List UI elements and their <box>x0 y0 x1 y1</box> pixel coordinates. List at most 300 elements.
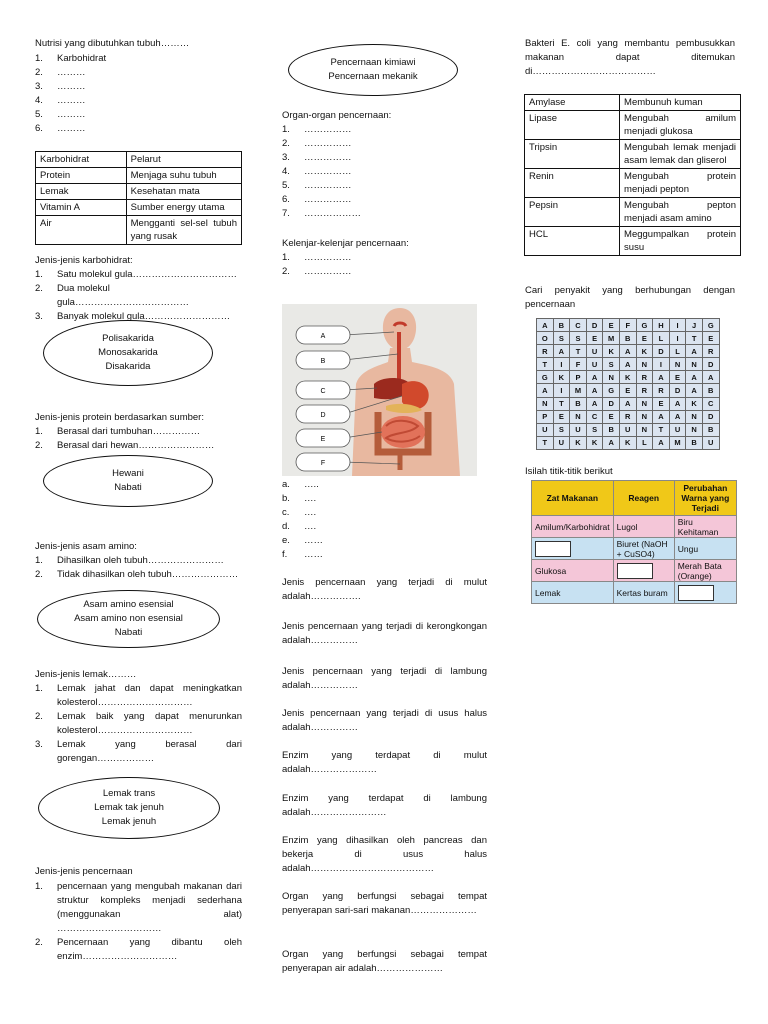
grid-cell: C <box>570 319 587 332</box>
grid-cell: A <box>619 345 636 358</box>
grid-cell: C <box>702 397 719 410</box>
grid-cell: K <box>586 436 603 449</box>
grid-cell: E <box>586 332 603 345</box>
lemak-title: Jenis-jenis lemak……… <box>35 669 137 680</box>
table-header-cell: Perubahan Warna yang Terjadi <box>674 481 736 516</box>
table-row <box>36 200 242 216</box>
oval-option: Hewani <box>112 468 144 479</box>
table-cell: Mengubah protein menjadi pepton <box>620 169 741 198</box>
grid-cell: K <box>686 397 703 410</box>
answer-box[interactable] <box>617 563 653 579</box>
grid-cell: T <box>686 332 703 345</box>
grid-cell: A <box>653 436 670 449</box>
grid-row <box>537 319 720 332</box>
amino-title: Jenis-jenis asam amino: <box>35 541 137 552</box>
table-cell: Vitamin A <box>36 200 127 216</box>
grid-cell: N <box>636 410 653 423</box>
kelenjar-list <box>282 251 487 279</box>
list-item <box>282 506 487 520</box>
grid-cell: R <box>636 384 653 397</box>
list-item <box>282 520 487 534</box>
grid-row <box>537 397 720 410</box>
table-cell: HCL <box>525 227 620 256</box>
grid-cell: A <box>586 384 603 397</box>
list-item <box>35 738 242 766</box>
grid-cell: S <box>570 332 587 345</box>
list-item <box>35 710 242 738</box>
karbohidrat-oval <box>43 320 213 386</box>
grid-cell: F <box>619 319 636 332</box>
list-item <box>35 682 242 710</box>
grid-cell: A <box>619 397 636 410</box>
grid-row <box>537 371 720 384</box>
grid-cell: A <box>653 371 670 384</box>
list-number: 4. <box>35 95 43 106</box>
bakteri-text-body: Bakteri E. coli yang membantu pembusukkan makanan dapat ditemukan di………………………………… <box>525 38 735 77</box>
grid-cell: N <box>537 397 554 410</box>
list-item <box>282 251 487 265</box>
table-cell: Ungu <box>674 538 736 560</box>
table-row <box>525 140 741 169</box>
question <box>282 890 487 918</box>
grid-cell: C <box>586 410 603 423</box>
list-text: …. <box>304 507 317 518</box>
list-number: 2. <box>35 440 43 451</box>
list-text: …………… <box>304 180 352 191</box>
list-number: 6. <box>35 123 43 134</box>
question-text: Organ yang berfungsi sebagai tempat penyerapan sari-sari makanan………………… <box>282 891 487 916</box>
list-item <box>35 80 242 94</box>
list-text: …………… <box>304 138 352 149</box>
list-item <box>282 492 487 506</box>
list-item <box>35 936 242 964</box>
question <box>282 576 487 604</box>
grid-cell: A <box>686 345 703 358</box>
grid-cell: M <box>669 436 686 449</box>
grid-cell: E <box>603 410 620 423</box>
list-text: …………… <box>304 124 352 135</box>
list-text: Dihasilkan oleh tubuh…………………… <box>57 555 224 566</box>
list-text: ……… <box>57 95 86 106</box>
list-item <box>35 94 242 108</box>
list-text: Satu molekul gula…………………………… <box>57 269 238 280</box>
grid-cell: I <box>553 384 570 397</box>
grid-cell: T <box>537 436 554 449</box>
table-cell: Biuret (NaOH + CuSO4) <box>613 538 674 560</box>
grid-cell: I <box>669 319 686 332</box>
list-item <box>35 66 242 80</box>
list-number: 3. <box>35 81 43 92</box>
grid-cell: S <box>553 423 570 436</box>
table-cell: Amylase <box>525 95 620 111</box>
grid-cell: T <box>537 358 554 371</box>
oval-option: Nabati <box>114 627 143 638</box>
digestive-figure <box>282 304 487 476</box>
list-text: …………… <box>304 266 352 277</box>
grid-cell: A <box>686 371 703 384</box>
list-text: Berasal dari hewan…………………… <box>57 440 215 451</box>
list-text: ……… <box>57 109 86 120</box>
list-text: ……………… <box>304 208 361 219</box>
grid-cell: L <box>636 436 653 449</box>
table-row <box>525 95 741 111</box>
list-number: 2. <box>35 67 43 78</box>
list-item <box>35 554 242 568</box>
list-number: 1. <box>35 53 43 64</box>
list-item <box>282 123 487 137</box>
question <box>282 707 487 735</box>
grid-cell: E <box>653 397 670 410</box>
answer-box[interactable] <box>535 541 571 557</box>
figure-label-text: C <box>320 388 326 395</box>
grid-cell: B <box>702 384 719 397</box>
grid-cell: E <box>669 371 686 384</box>
table-header-row <box>532 481 737 516</box>
grid-cell: K <box>553 371 570 384</box>
answer-box[interactable] <box>678 585 714 601</box>
table-cell: Amilum/Karbohidrat <box>532 516 614 538</box>
grid-cell: D <box>586 319 603 332</box>
grid-cell: N <box>686 358 703 371</box>
list-item <box>35 108 242 122</box>
list-number: 1. <box>35 555 43 566</box>
list-number: d. <box>282 521 290 532</box>
table-row <box>532 538 737 560</box>
list-text: …. <box>304 521 317 532</box>
grid-cell: S <box>586 423 603 436</box>
grid-cell: A <box>537 384 554 397</box>
grid-cell: E <box>553 410 570 423</box>
table-cell: Lemak <box>36 184 127 200</box>
grid-cell: A <box>537 319 554 332</box>
grid-cell: A <box>702 371 719 384</box>
grid-cell: R <box>653 384 670 397</box>
table-cell: Biru Kehitaman <box>674 516 736 538</box>
organ-list <box>282 123 487 221</box>
list-text: Tidak dihasilkan oleh tubuh………………… <box>57 569 239 580</box>
question <box>282 792 487 820</box>
list-item <box>35 439 242 453</box>
nutrisi-match-table <box>35 151 242 245</box>
figure-label-text: F <box>320 460 326 467</box>
table-cell: Protein <box>36 168 127 184</box>
grid-cell: S <box>553 332 570 345</box>
grid-cell: R <box>619 410 636 423</box>
question <box>282 665 487 693</box>
grid-cell: A <box>686 384 703 397</box>
grid-cell: M <box>570 384 587 397</box>
grid-row <box>537 358 720 371</box>
table-cell: Mengganti sel-sel tubuh yang rusak <box>126 216 241 245</box>
grid-cell: E <box>603 319 620 332</box>
table-cell: Mengubah lemak menjadi asam lemak dan gliserol <box>620 140 741 169</box>
question-text: Enzim yang terdapat di mulut adalah………………… <box>282 750 487 775</box>
table-cell: Lugol <box>613 516 674 538</box>
oval-option: Asam amino non esensial <box>74 613 183 624</box>
grid-cell: K <box>636 345 653 358</box>
grid-cell: E <box>636 332 653 345</box>
list-item <box>282 207 487 221</box>
list-number: e. <box>282 535 290 546</box>
list-text: Dua molekul gula……………………………… <box>57 283 189 308</box>
grid-cell: U <box>537 423 554 436</box>
table-row <box>36 184 242 200</box>
grid-cell: K <box>619 371 636 384</box>
word-search-grid <box>536 318 720 450</box>
grid-cell: G <box>603 384 620 397</box>
grid-cell: G <box>636 319 653 332</box>
list-number: 2. <box>282 266 290 277</box>
list-text: Pencernaan yang dibantu oleh enzim………………………… <box>57 937 242 962</box>
grid-cell: A <box>553 345 570 358</box>
list-item <box>282 534 487 548</box>
grid-cell: U <box>553 436 570 449</box>
organ-title: Organ-organ pencernaan: <box>282 110 392 121</box>
grid-row <box>537 332 720 345</box>
list-number: 1. <box>35 881 43 892</box>
grid-cell: R <box>537 345 554 358</box>
table-row <box>36 168 242 184</box>
list-number: a. <box>282 479 290 490</box>
grid-cell: R <box>702 345 719 358</box>
protein-oval <box>43 455 213 507</box>
list-number: 6. <box>282 194 290 205</box>
question-text: Enzim yang terdapat di lambung adalah…………………… <box>282 793 487 818</box>
list-item <box>35 268 242 282</box>
pencernaan-title: Jenis-jenis pencernaan <box>35 866 133 877</box>
grid-cell: N <box>636 423 653 436</box>
grid-cell: T <box>653 423 670 436</box>
table-cell: Mengubah amilum menjadi glukosa <box>620 111 741 140</box>
grid-cell: B <box>553 319 570 332</box>
grid-cell: U <box>570 423 587 436</box>
protein-title: Jenis-jenis protein berdasarkan sumber: <box>35 412 204 423</box>
grid-cell: U <box>702 436 719 449</box>
grid-cell: L <box>669 345 686 358</box>
grid-cell: B <box>570 397 587 410</box>
list-item <box>282 179 487 193</box>
grid-cell: K <box>570 436 587 449</box>
grid-row <box>537 436 720 449</box>
list-item <box>35 52 242 66</box>
grid-cell: N <box>636 358 653 371</box>
grid-cell: R <box>636 371 653 384</box>
list-item <box>282 151 487 165</box>
grid-cell: K <box>619 436 636 449</box>
amino-oval <box>37 590 220 648</box>
enzyme-match-table <box>524 94 741 256</box>
table-cell: Pelarut <box>126 152 241 168</box>
grid-cell: D <box>702 410 719 423</box>
grid-cell: A <box>669 397 686 410</box>
table-row <box>525 198 741 227</box>
grid-cell: U <box>669 423 686 436</box>
table-cell: Renin <box>525 169 620 198</box>
table-cell <box>532 538 614 560</box>
question <box>282 620 487 648</box>
grid-cell: G <box>537 371 554 384</box>
question <box>282 948 487 976</box>
list-item <box>35 568 242 582</box>
oval-option: Lemak jenuh <box>101 816 157 827</box>
grid-cell: A <box>653 410 670 423</box>
table-header-cell: Zat Makanan <box>532 481 614 516</box>
grid-cell: S <box>603 358 620 371</box>
list-item <box>282 193 487 207</box>
list-text: Karbohidrat <box>57 53 107 64</box>
list-number: 3. <box>35 311 43 322</box>
isilah-text: Isilah titik-titik berikut <box>525 466 613 477</box>
grid-cell: N <box>603 371 620 384</box>
grid-cell: F <box>570 358 587 371</box>
grid-cell: A <box>586 371 603 384</box>
oval-option: Polisakarida <box>102 333 154 344</box>
grid-cell: B <box>686 436 703 449</box>
grid-cell: U <box>586 358 603 371</box>
list-text: …… <box>304 549 323 560</box>
grid-cell: N <box>686 423 703 436</box>
protein-list <box>35 425 242 453</box>
grid-cell: I <box>669 332 686 345</box>
list-number: 1. <box>35 269 43 280</box>
grid-cell: P <box>537 410 554 423</box>
grid-cell: T <box>570 345 587 358</box>
grid-cell: N <box>636 397 653 410</box>
question-text: Organ yang berfungsi sebagai tempat penyerapan air adalah………………… <box>282 949 487 974</box>
grid-cell: H <box>653 319 670 332</box>
oval-option: Lemak tak jenuh <box>94 802 164 813</box>
oval-option: Disakarida <box>105 361 151 372</box>
question-text: Jenis pencernaan yang terjadi di lambung adalah…………… <box>282 666 487 691</box>
list-item <box>35 122 242 136</box>
oval-option: Asam amino esensial <box>83 599 174 610</box>
table-cell: Air <box>36 216 127 245</box>
list-number: 3. <box>35 739 43 750</box>
grid-cell: P <box>570 371 587 384</box>
list-number: 2. <box>35 283 43 294</box>
list-text: …. <box>304 493 317 504</box>
list-text: ……… <box>57 123 86 134</box>
table-cell: Mengubah pepton menjadi asam amino <box>620 198 741 227</box>
table-cell <box>674 582 736 604</box>
list-item <box>35 880 242 936</box>
amino-list <box>35 554 242 582</box>
list-item <box>282 548 487 562</box>
list-item <box>282 478 487 492</box>
grid-cell: A <box>619 358 636 371</box>
pencernaan-list <box>35 880 242 964</box>
table-row <box>525 111 741 140</box>
grid-cell: I <box>553 358 570 371</box>
list-item <box>35 425 242 439</box>
oval-option: Pencernaan kimiawi <box>330 57 416 68</box>
grid-cell: D <box>702 358 719 371</box>
list-text: …………… <box>304 152 352 163</box>
table-row <box>36 152 242 168</box>
list-text: ….. <box>304 479 319 490</box>
figure-answer-list <box>282 478 487 562</box>
list-item <box>282 165 487 179</box>
question-text: Jenis pencernaan yang terjadi di mulut adalah……………. <box>282 577 487 602</box>
grid-cell: D <box>653 345 670 358</box>
figure-label-text: E <box>320 436 326 443</box>
lemak-list <box>35 682 242 766</box>
table-cell: Kertas buram <box>613 582 674 604</box>
question <box>282 749 487 777</box>
list-number: 5. <box>35 109 43 120</box>
table-cell: Tripsin <box>525 140 620 169</box>
grid-cell: D <box>603 397 620 410</box>
list-number: 2. <box>35 569 43 580</box>
oval-option: Lemak trans <box>102 788 156 799</box>
grid-cell: U <box>619 423 636 436</box>
grid-row <box>537 410 720 423</box>
pencernaan-oval <box>288 44 458 96</box>
figure-label-text: B <box>320 358 326 365</box>
table-cell: Merah Bata (Orange) <box>674 560 736 582</box>
table-cell: Sumber energy utama <box>126 200 241 216</box>
bakteri-text <box>525 37 735 79</box>
list-text: Berasal dari tumbuhan…………… <box>57 426 201 437</box>
table-header-cell: Reagen <box>613 481 674 516</box>
figure-label-text: A <box>320 333 326 340</box>
table-cell: Karbohidrat <box>36 152 127 168</box>
list-text: …………… <box>304 252 352 263</box>
table-cell: Menjaga suhu tubuh <box>126 168 241 184</box>
question-text: Enzim yang dihasilkan oleh pancreas dan bekerja di usus halus adalah………………………………… <box>282 835 487 874</box>
list-number: 4. <box>282 166 290 177</box>
table-row <box>525 227 741 256</box>
grid-cell: A <box>603 436 620 449</box>
list-text: …… <box>304 535 323 546</box>
figure-label-text: D <box>320 412 326 419</box>
grid-row <box>537 345 720 358</box>
list-text: …………… <box>304 194 352 205</box>
grid-cell: B <box>603 423 620 436</box>
grid-cell: A <box>586 397 603 410</box>
nutrisi-list <box>35 52 242 136</box>
table-cell <box>613 560 674 582</box>
karbohidrat-list <box>35 268 242 324</box>
table-cell: Lemak <box>532 582 614 604</box>
list-text: ……… <box>57 67 86 78</box>
list-number: 5. <box>282 180 290 191</box>
grid-cell: G <box>702 319 719 332</box>
oval-option: Pencernaan mekanik <box>328 71 418 82</box>
grid-cell: B <box>619 332 636 345</box>
digestive-system-illustration <box>282 304 477 476</box>
list-item <box>282 265 487 279</box>
table-cell: Glukosa <box>532 560 614 582</box>
penyakit-text <box>525 284 735 312</box>
lemak-oval <box>38 777 220 839</box>
karbohidrat-title: Jenis-jenis karbohidrat: <box>35 255 133 266</box>
table-row <box>525 169 741 198</box>
penyakit-text-body: Cari penyakit yang berhubungan dengan pencernaan <box>525 285 735 310</box>
list-text: Lemak baik yang dapat menurunkan kolesterol………………………… <box>57 711 242 736</box>
grid-cell: M <box>603 332 620 345</box>
oval-option: Monosakarida <box>98 347 158 358</box>
table-cell: Lipase <box>525 111 620 140</box>
grid-cell: E <box>619 384 636 397</box>
list-item <box>282 137 487 151</box>
list-text: pencernaan yang mengubah makanan dari struktur kompleks menjadi sederhana (menggunakan alat) …………………………… <box>57 881 242 934</box>
food-test-table <box>531 480 737 604</box>
question <box>282 834 487 876</box>
list-text: …………… <box>304 166 352 177</box>
list-number: 7. <box>282 208 290 219</box>
grid-cell: A <box>669 410 686 423</box>
